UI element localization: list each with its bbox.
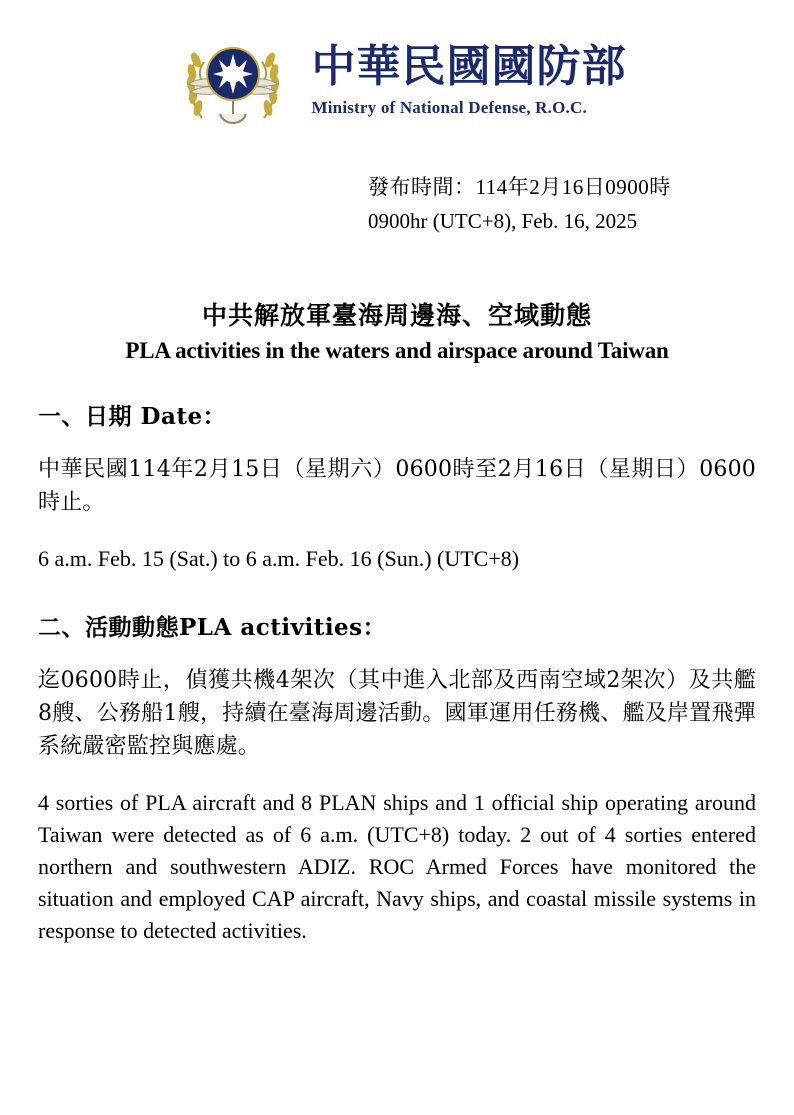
section-date: [38, 398, 756, 575]
section-date-paragraph-en: 6 a.m. Feb. 15 (Sat.) to 6 a.m. Feb. 16 (Sun.) (UTC+8): [38, 546, 520, 572]
section-activities-heading: 二、活動動態PLA activities：: [38, 614, 387, 642]
section-date-heading: 一、日期 Date：: [38, 403, 227, 431]
release-time-en: 0900hr (UTC+8), Feb. 16, 2025: [368, 208, 638, 233]
document-header: [38, 26, 756, 141]
title-cn: 中共解放軍臺海周邊海、空域動態: [201, 301, 592, 331]
section-activities-paragraph-en: 4 sorties of PLA aircraft and 8 PLAN ships and 1 official ship operating around Taiwan were detected as of 6 a.m. (UTC+8) today. 2 out of 4 sorties entered northern and southwestern ADIZ. ROC Armed Forces have monitored the situation and employed CAP aircraft, Navy ships, and coastal missile systems in response to detected activities.: [38, 790, 756, 943]
release-time-cn: 發布時間：114年2月16日0900時: [368, 175, 671, 199]
title-en: PLA activities in the waters and airspace around Taiwan: [125, 338, 669, 364]
section-activities: [38, 609, 756, 946]
section-activities-paragraph-cn: 迄0600時止，偵獲共機4架次（其中進入北部及西南空域2架次）及共艦8艘、公務船1艘，持續在臺海周邊活動。國軍運用任務機、艦及岸置飛彈系統嚴密監控與應處。: [38, 668, 756, 760]
release-time-block: [368, 171, 756, 238]
ministry-name-en: Ministry of National Defense, R.O.C.: [311, 97, 587, 117]
header-text: [312, 43, 627, 123]
mnd-roc-emblem-icon: [168, 26, 298, 141]
document-title: [38, 296, 756, 364]
section-date-paragraph-cn: 中華民國114年2月15日（星期六）0600時至2月16日（星期日）0600時止。: [38, 457, 756, 516]
ministry-name-cn: 中華民國國防部: [311, 41, 627, 93]
